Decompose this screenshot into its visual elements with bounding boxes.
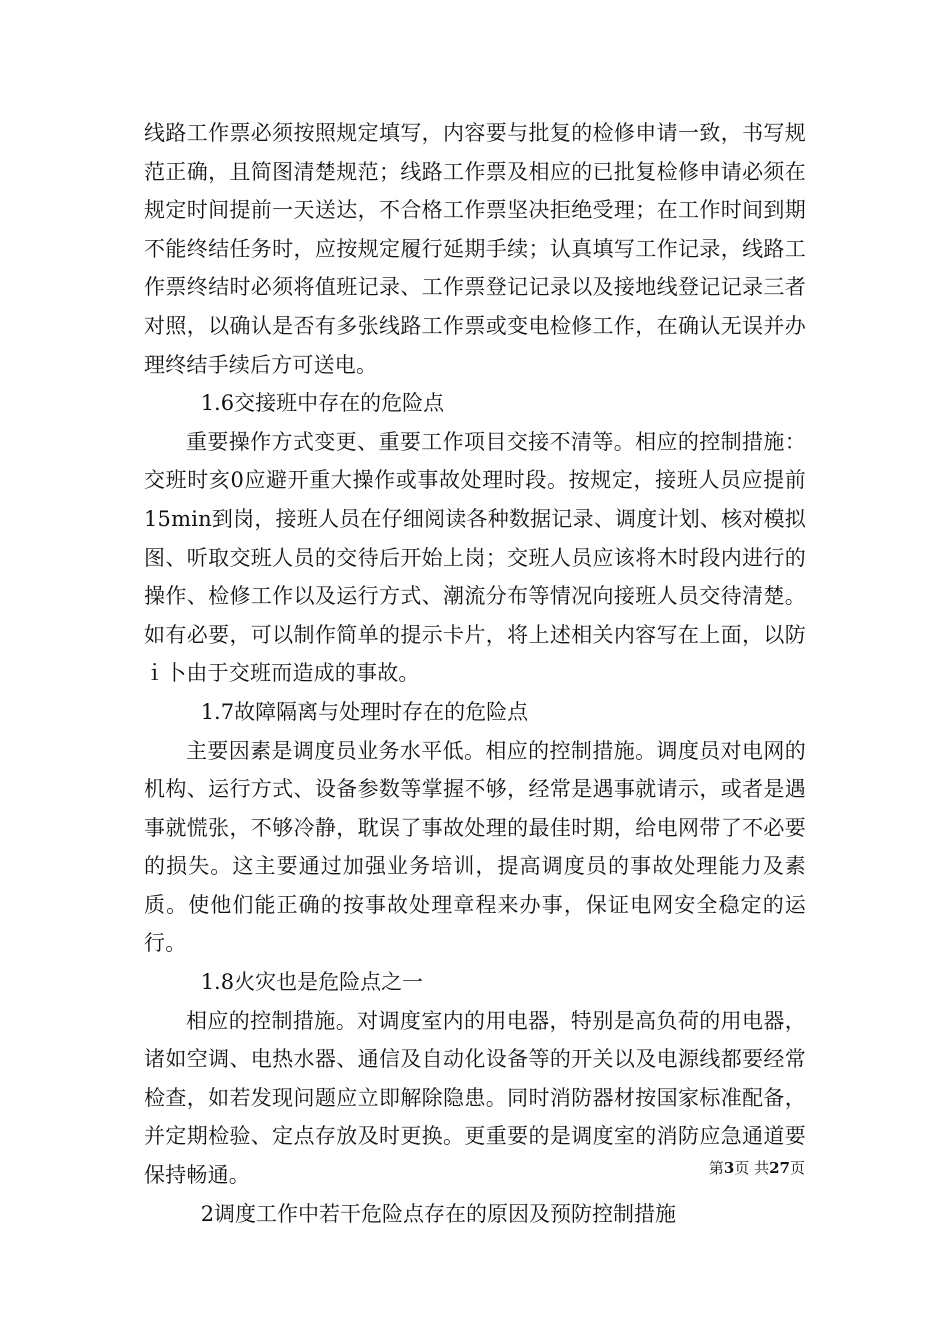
footer-prefix: 第 [708, 1159, 724, 1177]
heading-1-6: 1.6交接班中存在的危险点 [200, 391, 445, 416]
page-footer [709, 1158, 805, 1178]
paragraph-1-6: 重要操作方式变更、重要工作项目交接不清等。相应的控制措施：交班时亥0应避开重大操作或事故处理时段。按规定，接班人员应提前15min到岗，接班人员在仔细阅读各种数据记录、调度计划、核对模拟图、听取交班人员的交待后开始上岗；交班人员应该将木时段内进行的操作、检修工作以及运行方式、潮流分布等情况向接班人员交待清楚。如有必要，可以制作简单的提示卡片，将上述相关内容写在上面，以防ｉ卜由于交班而造成的事故。 [144, 429, 806, 686]
footer-total-pages: 27 [769, 1159, 790, 1177]
paragraph-work-ticket: 线路工作票必须按照规定填写，内容要与批复的检修申请一致，书写规范正确，且简图清楚规范；线路工作票及相应的已批复检修申请必须在规定时间提前一天送达，不合格工作票坚决拒绝受理；在工作时间到期不能终结任务时，应按规定履行延期手续；认真填写工作记录，线路工作票终结时必须将值班记录、工作票登记记录以及接地线登记记录三者对照，以确认是否有多张线路工作票或变电检修工作，在确认无误并办理终结手续后方可送电。 [144, 121, 806, 377]
footer-middle: 页 共 [734, 1159, 770, 1177]
heading-2: 2调度工作中若干危险点存在的原因及预防控制措施 [200, 1201, 677, 1226]
heading-1-7: 1.7故障隔离与处理时存在的危险点 [200, 699, 529, 724]
document-body [144, 114, 806, 1233]
footer-current-page: 3 [723, 1159, 735, 1177]
heading-1-8: 1.8火灾也是危险点之一 [200, 970, 424, 995]
footer-suffix: 页 [789, 1159, 805, 1177]
paragraph-1-8: 相应的控制措施。对调度室内的用电器，特别是高负荷的用电器，诸如空调、电热水器、通信及自动化设备等的开关以及电源线都要经常检查，如若发现问题应立即解除隐患。同时消防器材按国家标准配备，并定期检验、定点存放及时更换。更重要的是调度室的消防应急通道要保持畅通。 [144, 1008, 806, 1188]
paragraph-1-7: 主要因素是调度员业务水平低。相应的控制措施。调度员对电网的机构、运行方式、设备参数等掌握不够，经常是遇事就请示，或者是遇事就慌张，不够冷静，耽误了事故处理的最佳时期，给电网带了不必要的损失。这主要通过加强业务培训，提高调度员的事故处理能力及素质。使他们能正确的按事故处理章程来办事，保证电网安全稳定的运行。 [144, 738, 806, 956]
